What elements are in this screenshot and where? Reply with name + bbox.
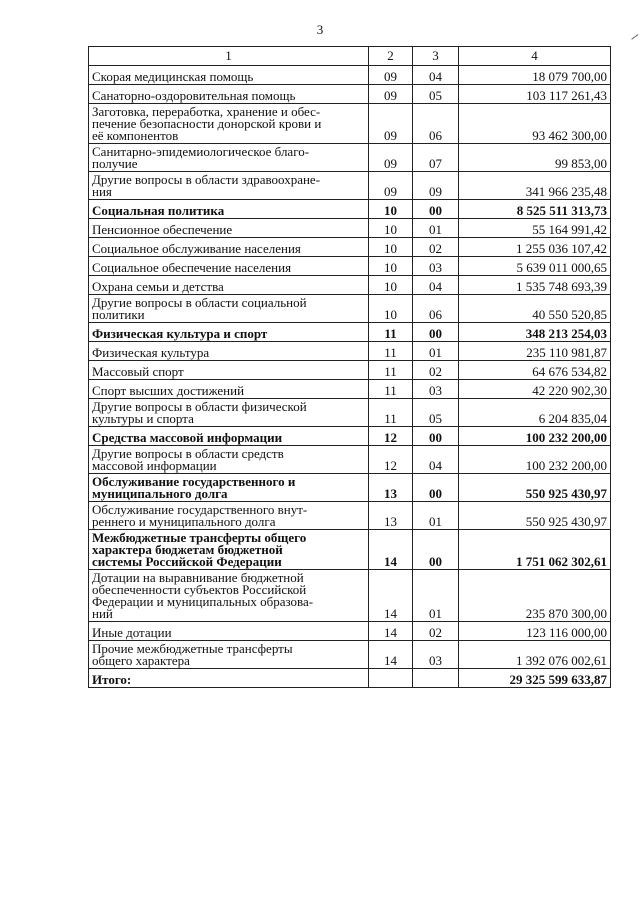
header-col-4: 4 [459, 47, 611, 66]
row-subsection-cell: 02 [413, 361, 459, 380]
table-header-row [89, 47, 611, 66]
row-subsection-cell: 01 [413, 219, 459, 238]
row-subsection-cell: 02 [413, 238, 459, 257]
row-subsection-cell: 05 [413, 399, 459, 427]
row-section-cell: 09 [369, 104, 413, 144]
row-amount-cell: 348 213 254,03 [459, 323, 611, 342]
row-section-cell: 12 [369, 446, 413, 474]
row-name-cell: Охрана семьи и детства [89, 276, 369, 295]
row-amount-cell: 235 110 981,87 [459, 342, 611, 361]
table-row [89, 622, 611, 641]
table-row-total [89, 474, 611, 502]
row-subsection-cell: 04 [413, 276, 459, 295]
table-row [89, 219, 611, 238]
row-name-cell: Обслуживание государственного внут- реннего и муниципального долга [89, 502, 369, 530]
row-subsection-cell: 00 [413, 200, 459, 219]
row-amount-cell: 1 392 076 002,61 [459, 641, 611, 669]
table-row [89, 502, 611, 530]
table-row [89, 295, 611, 323]
row-subsection-cell: 04 [413, 66, 459, 85]
table-row-total [89, 530, 611, 570]
row-section-cell: 10 [369, 238, 413, 257]
table-row [89, 85, 611, 104]
row-name-cell: Иные дотации [89, 622, 369, 641]
table-row [89, 446, 611, 474]
row-name-cell: Пенсионное обеспечение [89, 219, 369, 238]
row-amount-cell: 550 925 430,97 [459, 502, 611, 530]
table-row [89, 172, 611, 200]
row-section-cell: 09 [369, 85, 413, 104]
row-name-cell: Скорая медицинская помощь [89, 66, 369, 85]
row-name-cell: Межбюджетные трансферты общего характера бюджетам бюджетной системы Российской Федерации [89, 530, 369, 570]
row-section-cell: 10 [369, 276, 413, 295]
row-name-cell: Спорт высших достижений [89, 380, 369, 399]
row-subsection-cell: 01 [413, 502, 459, 530]
row-name-cell: Другие вопросы в области здравоохране- ния [89, 172, 369, 200]
row-section-cell: 09 [369, 172, 413, 200]
row-section-cell: 14 [369, 622, 413, 641]
row-subsection-cell: 03 [413, 641, 459, 669]
table-row-total [89, 427, 611, 446]
row-amount-cell: 18 079 700,00 [459, 66, 611, 85]
row-subsection-cell: 04 [413, 446, 459, 474]
row-amount-cell: 42 220 902,30 [459, 380, 611, 399]
table-row [89, 641, 611, 669]
row-subsection-cell: 00 [413, 427, 459, 446]
row-amount-cell: 1 535 748 693,39 [459, 276, 611, 295]
table-row-total [89, 669, 611, 688]
row-amount-cell: 5 639 011 000,65 [459, 257, 611, 276]
row-subsection-cell: 05 [413, 85, 459, 104]
row-name-cell: Дотации на выравнивание бюджетной обеспеченности субъектов Российской Федерации и муниципальных образова- ний [89, 570, 369, 622]
row-amount-cell: 93 462 300,00 [459, 104, 611, 144]
row-name-cell: Социальное обеспечение населения [89, 257, 369, 276]
row-section-cell: 09 [369, 66, 413, 85]
row-name-cell: Физическая культура [89, 342, 369, 361]
table-row [89, 361, 611, 380]
budget-table [88, 46, 611, 688]
row-name-cell: Социальное обслуживание населения [89, 238, 369, 257]
row-section-cell: 14 [369, 641, 413, 669]
table-row [89, 380, 611, 399]
header-col-3: 3 [413, 47, 459, 66]
row-subsection-cell: 09 [413, 172, 459, 200]
table-row [89, 399, 611, 427]
row-amount-cell: 40 550 520,85 [459, 295, 611, 323]
row-section-cell: 10 [369, 257, 413, 276]
row-section-cell: 11 [369, 342, 413, 361]
table-row-total [89, 200, 611, 219]
row-amount-cell: 1 255 036 107,42 [459, 238, 611, 257]
row-amount-cell: 341 966 235,48 [459, 172, 611, 200]
table-row [89, 66, 611, 85]
row-amount-cell: 1 751 062 302,61 [459, 530, 611, 570]
row-section-cell: 10 [369, 219, 413, 238]
header-col-2: 2 [369, 47, 413, 66]
row-name-cell: Другие вопросы в области средств массовой информации [89, 446, 369, 474]
row-amount-cell: 123 116 000,00 [459, 622, 611, 641]
row-amount-cell: 29 325 599 633,87 [459, 669, 611, 688]
row-name-cell: Физическая культура и спорт [89, 323, 369, 342]
row-subsection-cell [413, 669, 459, 688]
row-section-cell: 10 [369, 200, 413, 219]
row-section-cell: 09 [369, 144, 413, 172]
table-row-total [89, 323, 611, 342]
row-name-cell: Другие вопросы в области физической культуры и спорта [89, 399, 369, 427]
row-subsection-cell: 00 [413, 530, 459, 570]
row-subsection-cell: 03 [413, 257, 459, 276]
row-name-cell: Массовый спорт [89, 361, 369, 380]
row-section-cell: 14 [369, 530, 413, 570]
row-amount-cell: 55 164 991,42 [459, 219, 611, 238]
table-row [89, 104, 611, 144]
row-name-cell: Санаторно-оздоровительная помощь [89, 85, 369, 104]
row-section-cell: 12 [369, 427, 413, 446]
row-subsection-cell: 01 [413, 342, 459, 361]
row-name-cell: Другие вопросы в области социальной политики [89, 295, 369, 323]
row-name-cell: Прочие межбюджетные трансферты общего характера [89, 641, 369, 669]
row-subsection-cell: 03 [413, 380, 459, 399]
row-name-cell: Средства массовой информации [89, 427, 369, 446]
header-col-1: 1 [89, 47, 369, 66]
row-subsection-cell: 07 [413, 144, 459, 172]
row-amount-cell: 103 117 261,43 [459, 85, 611, 104]
row-amount-cell: 550 925 430,97 [459, 474, 611, 502]
row-name-cell: Заготовка, переработка, хранение и обес- печение безопасности донорской крови и её компонентов [89, 104, 369, 144]
row-subsection-cell: 06 [413, 295, 459, 323]
row-amount-cell: 100 232 200,00 [459, 427, 611, 446]
table-row [89, 257, 611, 276]
row-amount-cell: 99 853,00 [459, 144, 611, 172]
row-name-cell: Санитарно-эпидемиологическое благо- получие [89, 144, 369, 172]
table-row [89, 238, 611, 257]
table-row [89, 276, 611, 295]
row-name-cell: Итого: [89, 669, 369, 688]
row-section-cell: 13 [369, 474, 413, 502]
row-amount-cell: 235 870 300,00 [459, 570, 611, 622]
row-subsection-cell: 02 [413, 622, 459, 641]
table-row [89, 570, 611, 622]
row-section-cell: 14 [369, 570, 413, 622]
row-amount-cell: 8 525 511 313,73 [459, 200, 611, 219]
row-name-cell: Обслуживание государственного и муниципального долга [89, 474, 369, 502]
row-subsection-cell: 00 [413, 323, 459, 342]
page-number: 3 [316, 22, 324, 37]
row-subsection-cell: 06 [413, 104, 459, 144]
table-row [89, 144, 611, 172]
row-amount-cell: 64 676 534,82 [459, 361, 611, 380]
row-name-cell: Социальная политика [89, 200, 369, 219]
row-section-cell: 10 [369, 295, 413, 323]
table-row [89, 342, 611, 361]
row-section-cell: 13 [369, 502, 413, 530]
row-section-cell: 11 [369, 380, 413, 399]
row-section-cell: 11 [369, 361, 413, 380]
row-subsection-cell: 01 [413, 570, 459, 622]
row-subsection-cell: 00 [413, 474, 459, 502]
row-section-cell [369, 669, 413, 688]
row-section-cell: 11 [369, 399, 413, 427]
row-section-cell: 11 [369, 323, 413, 342]
row-amount-cell: 100 232 200,00 [459, 446, 611, 474]
row-amount-cell: 6 204 835,04 [459, 399, 611, 427]
